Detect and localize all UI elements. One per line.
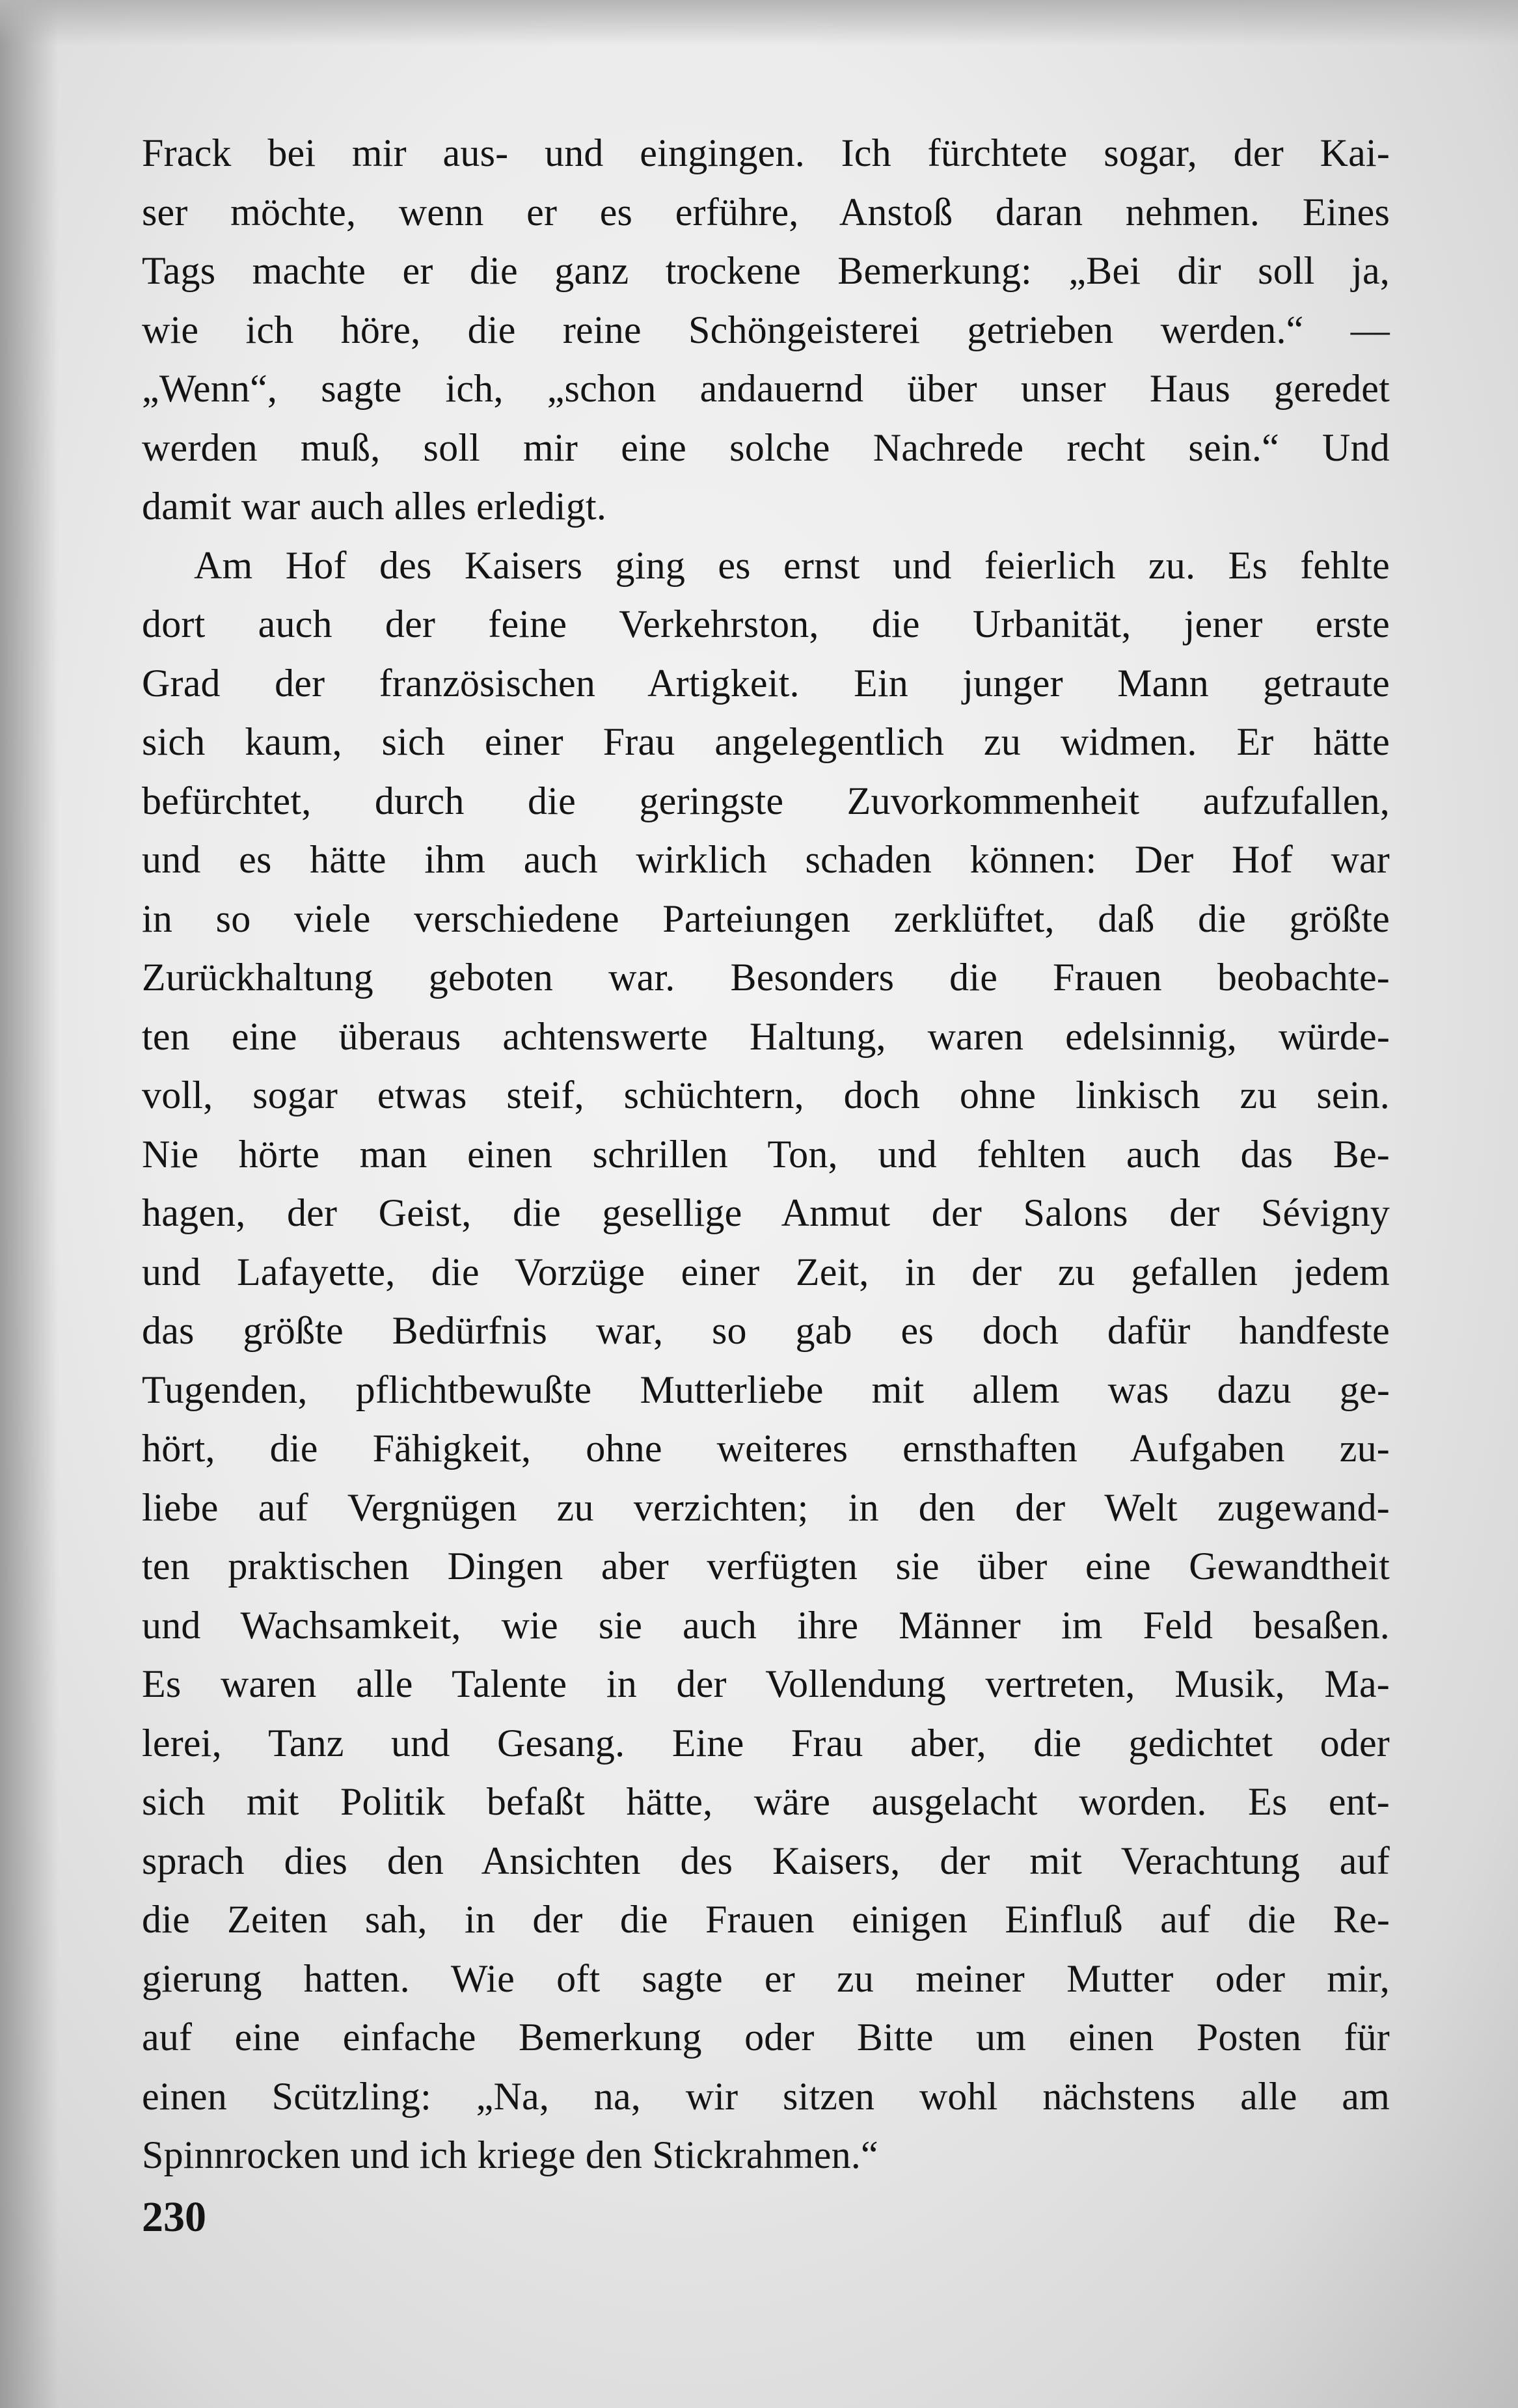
- text-line: Tugenden, pflichtbewußte Mutterliebe mit allem was dazu ge-: [142, 1368, 1390, 1411]
- text-line: hagen, der Geist, die gesellige Anmut der Salons der Sévigny: [142, 1191, 1390, 1234]
- text-line: Frack bei mir aus- und eingingen. Ich fürchtete sogar, der Kai-: [142, 131, 1390, 174]
- text-line: Tags machte er die ganz trockene Bemerkung: „Bei dir soll ja,: [142, 249, 1390, 292]
- text-line: liebe auf Vergnügen zu verzichten; in den der Welt zugewand-: [142, 1485, 1390, 1529]
- text-line: Grad der französischen Artigkeit. Ein junger Mann getraute: [142, 661, 1390, 705]
- text-line: damit war auch alles erledigt.: [142, 485, 607, 528]
- text-line: in so viele verschiedene Parteiungen zerklüftet, daß die größte: [142, 897, 1390, 940]
- text-line: einen Scützling: „Na, na, wir sitzen wohl nächstens alle am: [142, 2074, 1390, 2118]
- page-number: 230: [142, 2193, 206, 2241]
- text-line: auf eine einfache Bemerkung oder Bitte um einen Posten für: [142, 2016, 1390, 2059]
- page-top-shadow: [0, 0, 1518, 46]
- text-line: werden muß, soll mir eine solche Nachrede recht sein.“ Und: [142, 426, 1390, 469]
- paragraph-start-line: Am Hof des Kaisers ging es ernst und feierlich zu. Es fehlte: [194, 543, 1390, 587]
- text-line: Es waren alle Talente in der Vollendung vertreten, Musik, Ma-: [142, 1662, 1390, 1705]
- text-line: Nie hörte man einen schrillen Ton, und fehlten auch das Be-: [142, 1132, 1390, 1176]
- body-text: [142, 124, 1390, 2185]
- text-line: ten eine überaus achtenswerte Haltung, waren edelsinnig, würde-: [142, 1014, 1390, 1058]
- text-line: gierung hatten. Wie oft sagte er zu meiner Mutter oder mir,: [142, 1956, 1390, 2000]
- text-line: lerei, Tanz und Gesang. Eine Frau aber, die gedichtet oder: [142, 1721, 1390, 1765]
- text-line: befürchtet, durch die geringste Zuvorkommenheit aufzufallen,: [142, 779, 1390, 822]
- text-line: und es hätte ihm auch wirklich schaden können: Der Hof war: [142, 838, 1390, 881]
- text-line: wie ich höre, die reine Schöngeisterei getrieben werden.“ —: [142, 308, 1390, 351]
- text-line: „Wenn“, sagte ich, „schon andauernd über unser Haus geredet: [142, 367, 1390, 410]
- page-edge-shadow: [0, 0, 59, 2408]
- text-line: sich mit Politik befaßt hätte, wäre ausgelacht worden. Es ent-: [142, 1780, 1390, 1823]
- text-line: sich kaum, sich einer Frau angelegentlich zu widmen. Er hätte: [142, 720, 1390, 763]
- text-line: und Wachsamkeit, wie sie auch ihre Männer im Feld besaßen.: [142, 1603, 1390, 1647]
- text-line: die Zeiten sah, in der die Frauen einigen Einfluß auf die Re-: [142, 1898, 1390, 1941]
- text-line: sprach dies den Ansichten des Kaisers, der mit Verachtung auf: [142, 1839, 1390, 1882]
- text-line: das größte Bedürfnis war, so gab es doch dafür handfeste: [142, 1309, 1390, 1352]
- text-line: voll, sogar etwas steif, schüchtern, doch ohne linkisch zu sein.: [142, 1074, 1390, 1116]
- text-line: hört, die Fähigkeit, ohne weiteres ernsthaften Aufgaben zu-: [142, 1427, 1390, 1470]
- text-line: ser möchte, wenn er es erführe, Anstoß daran nehmen. Eines: [142, 190, 1390, 234]
- text-line: Spinnrocken und ich kriege den Stickrahmen.“: [142, 2133, 878, 2176]
- text-line: Zurückhaltung geboten war. Besonders die Frauen beobachte-: [142, 956, 1390, 999]
- text-line: dort auch der feine Verkehrston, die Urbanität, jener erste: [142, 602, 1390, 645]
- text-line: und Lafayette, die Vorzüge einer Zeit, in der zu gefallen jedem: [142, 1250, 1390, 1293]
- text-line: ten praktischen Dingen aber verfügten sie über eine Gewandtheit: [142, 1545, 1390, 1588]
